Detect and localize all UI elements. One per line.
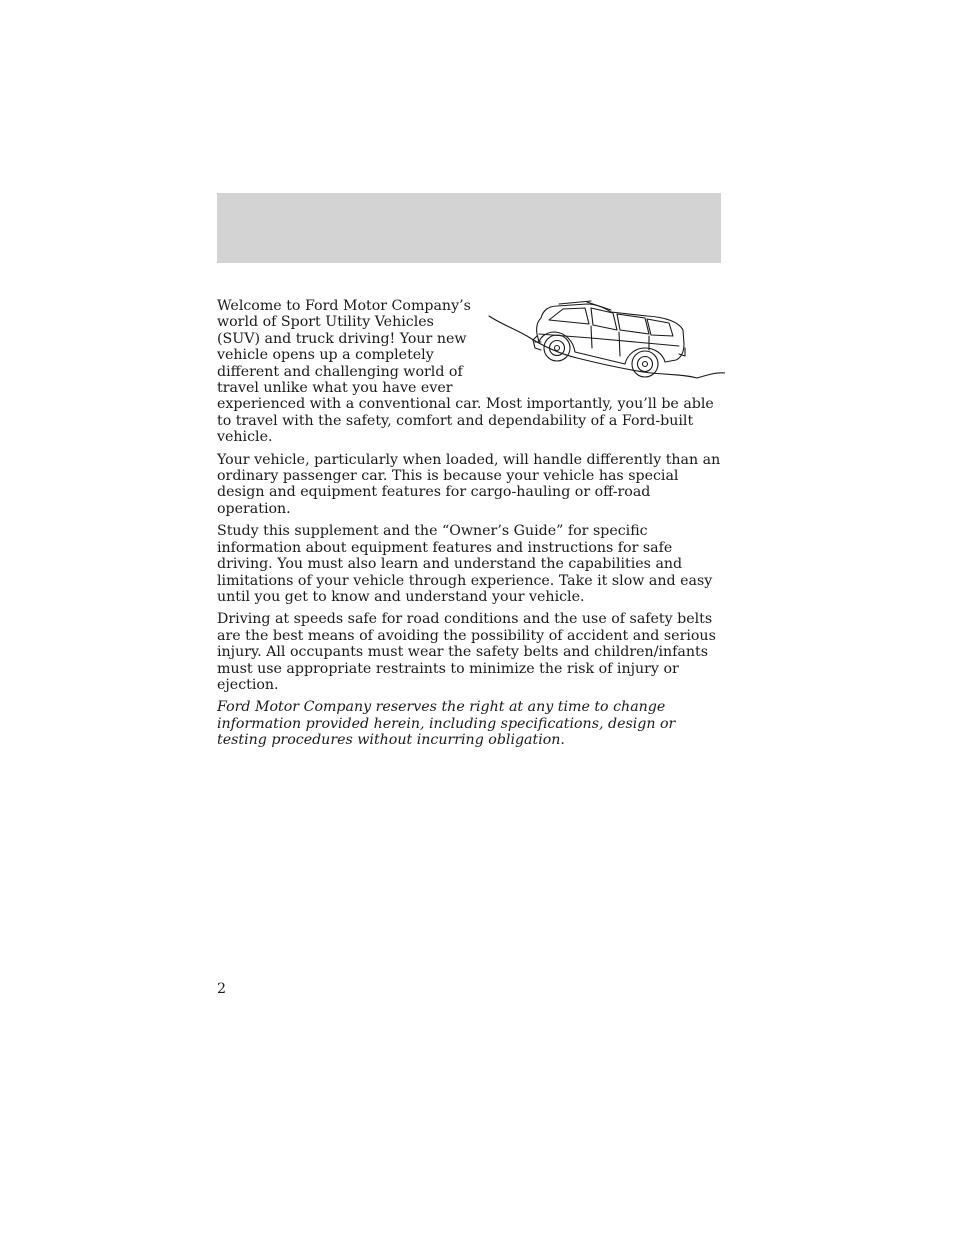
intro-paragraph: Welcome to Ford Motor Company’s world of Sport Utility Vehicles (SUV) and truck driving! Your new vehicle opens up a completely different and challenging world of travel unlike what you have ever experienced with a conventional car. Most importantly, you’ll be able to travel with the safety, comfort and dependability of a Ford-built vehicle. [217, 298, 714, 446]
disclaimer-paragraph: Ford Motor Company reserves the right at any time to change information provided herein, including specifications, design or testing procedures without incurring obligation. [217, 699, 676, 749]
page-number: 2 [217, 981, 227, 997]
handling-paragraph: Your vehicle, particularly when loaded, will handle differently than an ordinary passenger car. This is because your vehicle has special design and equipment features for cargo-hauling or off-road operation. [217, 451, 721, 517]
study-paragraph: Study this supplement and the “Owner’s Guide” for specific information about equipment features and instructions for safe driving. You must also learn and understand the capabilities and limitations of your vehicle through experience. Take it slow and easy until you get to know and understand your vehicle. [217, 523, 713, 605]
section-header-band [217, 193, 721, 263]
suv-offroad-icon [479, 298, 725, 384]
safety-paragraph: Driving at speeds safe for road conditions and the use of safety belts are the best means of avoiding the possibility of accident and serious injury. All occupants must wear the safety belts and children/infants must use appropriate restraints to minimize the risk of injury or ejection. [217, 611, 716, 693]
intro-section [217, 298, 721, 755]
